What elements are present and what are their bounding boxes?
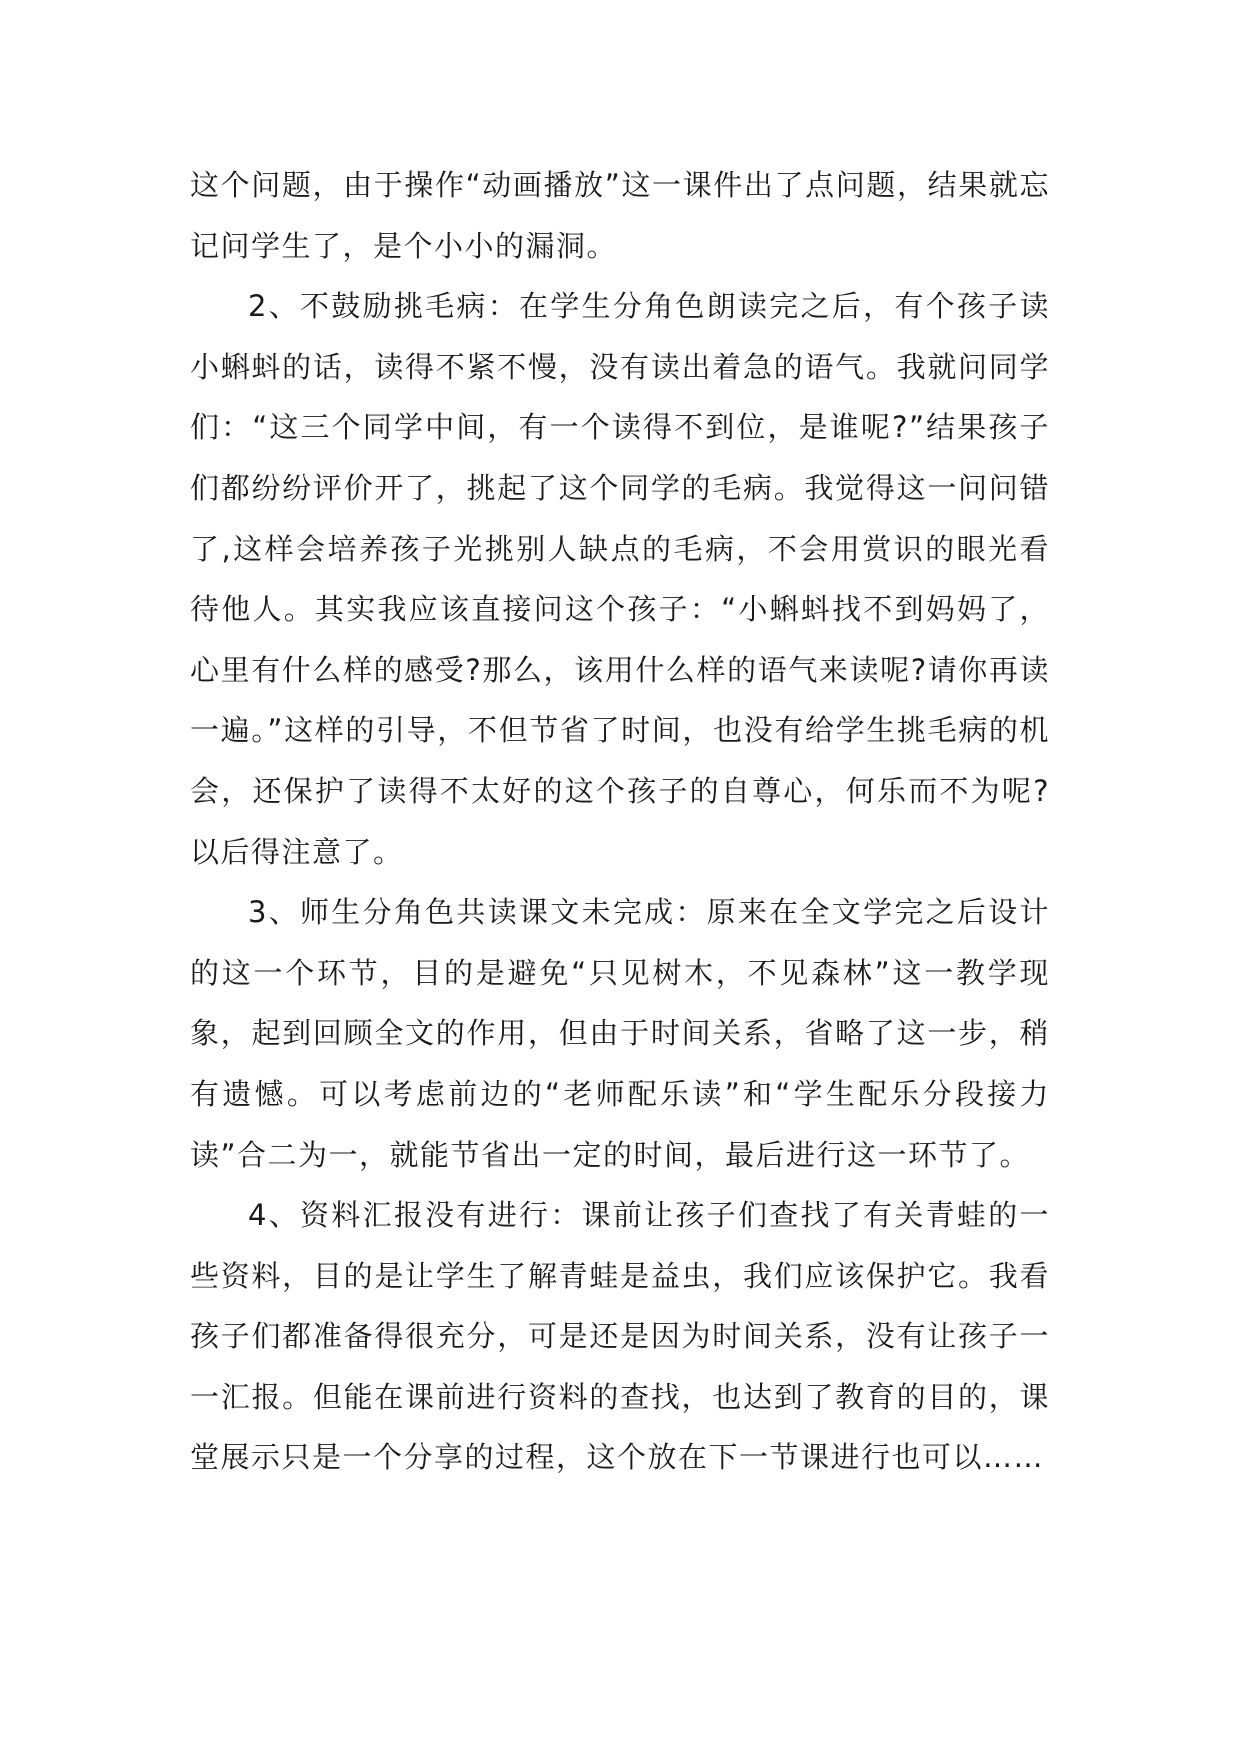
paragraph-item-2: 2、不鼓励挑毛病：在学生分角色朗读完之后，有个孩子读小蝌蚪的话，读得不紧不慢，没有读出着急的语气。我就问同学们：“这三个同学中间，有一个读得不到位，是谁呢?”结果孩子们都纷纷评价开了，挑起了这个同学的毛病。我觉得这一问问错了,这样会培养孩子光挑别人缺点的毛病，不会用赏识的眼光看待他人。其实我应该直接问这个孩子：“小蝌蚪找不到妈妈了，心里有什么样的感受?那么，该用什么样的语气来读呢?请你再读一遍。”这样的引导，不但节省了时间，也没有给学生挑毛病的机会，还保护了读得不太好的这个孩子的自尊心，何乐而不为呢?以后得注意了。	[190, 289, 1050, 869]
document-body	[190, 155, 1050, 1488]
paragraph-item-4: 4、资料汇报没有进行：课前让孩子们查找了有关青蛙的一些资料，目的是让学生了解青蛙是益虫，我们应该保护它。我看孩子们都准备得很充分，可是还是因为时间关系，没有让孩子一一汇报。但能在课前进行资料的查找，也达到了教育的目的，课堂展示只是一个分享的过程，这个放在下一节课进行也可以……	[190, 1198, 1050, 1475]
paragraph-item-3: 3、师生分角色共读课文未完成：原来在全文学完之后设计的这一个环节，目的是避免“只见树木，不见森林”这一教学现象，起到回顾全文的作用，但由于时间关系，省略了这一步，稍有遗憾。可以考虑前边的“老师配乐读”和“学生配乐分段接力读”合二为一，就能节省出一定的时间，最后进行这一环节了。	[190, 895, 1050, 1172]
paragraph-continuation: 这个问题，由于操作“动画播放”这一课件出了点问题，结果就忘记问学生了，是个小小的漏洞。	[190, 168, 1050, 263]
